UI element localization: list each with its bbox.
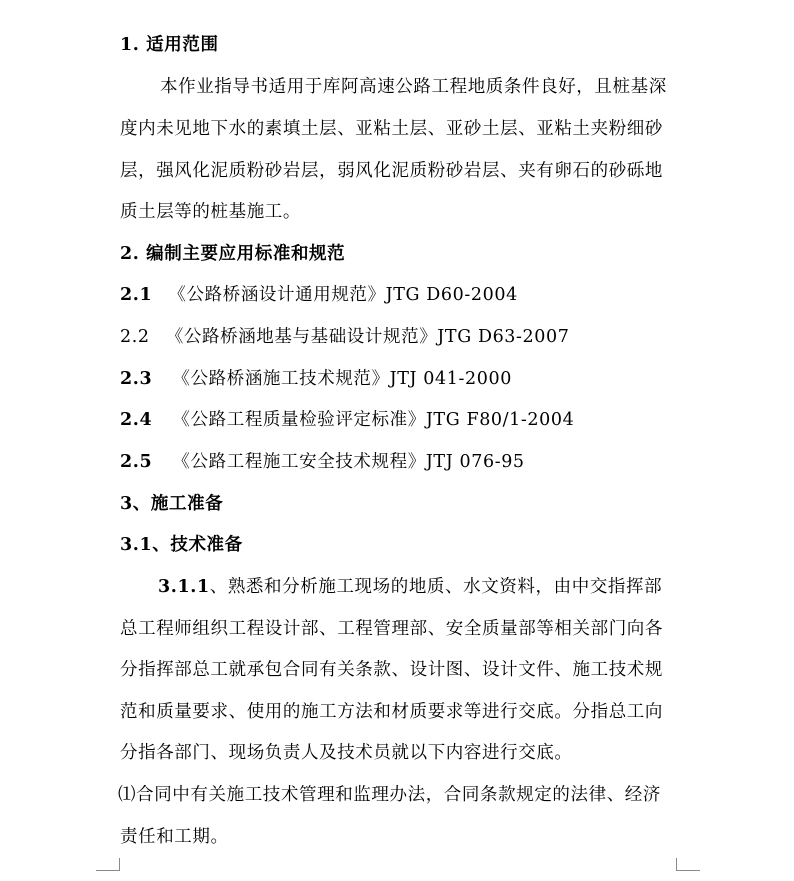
standard-item [120,450,525,474]
standard-item [120,408,574,432]
standard-item [120,367,512,391]
clause-text: 、熟悉和分析施工现场的地质、水文资料，由中交指挥部 [209,577,663,597]
standard-item-number: 2.3 [120,369,153,389]
standard-item-number: 2.4 [120,410,153,430]
standard-item-text: 《公路工程施工安全技术规程》JTJ 076-95 [172,452,525,472]
crop-mark-left-vertical [119,858,120,871]
crop-mark-right [676,870,700,871]
crop-mark-right-vertical [676,858,677,871]
section-3-1-1-line: 分指各部门、现场负责人及技术员就以下内容进行交底。 [120,743,573,763]
section-3-1-1-line: 范和质量要求、使用的施工方法和材质要求等进行交底。分指总工向 [120,702,663,722]
section-3-1-1-line: 总工程师组织工程设计部、工程管理部、安全质量部等相关部门向各 [120,619,663,639]
crop-mark-left [96,870,120,871]
standard-item-number: 2.5 [120,452,153,472]
section-3-heading: 3、施工准备 [120,494,224,514]
section-1-paragraph-line: 层，强风化泥质粉砂岩层，弱风化泥质粉砂岩层、夹有卵石的砂砾地 [120,161,663,181]
standard-item-text: 《公路工程质量检验评定标准》JTG F80/1-2004 [172,410,575,430]
standard-item-text: 《公路桥涵地基与基础设计规范》JTG D63-2007 [165,327,570,347]
clause-number: 3.1.1 [158,577,210,597]
section-1-paragraph-line: 度内未见地下水的素填土层、亚粘土层、亚砂土层、亚粘土夹粉细砂 [120,119,663,139]
section-3-1-1-first-line [158,575,662,599]
section-1-heading: 1. 适用范围 [120,35,219,55]
section-3-1-1-line: 分指挥部总工就承包合同有关条款、设计图、设计文件、施工技术规 [120,660,663,680]
section-1-paragraph-line: 质土层等的桩基施工。 [120,202,301,222]
standard-item-text: 《公路桥涵施工技术规范》JTJ 041-2000 [172,369,512,389]
section-2-heading: 2. 编制主要应用标准和规范 [120,244,346,264]
standard-item [120,283,518,307]
list-item-1-line: 责任和工期。 [120,827,229,847]
list-item-1-line: ⑴合同中有关施工技术管理和监理办法，合同条款规定的法律、经济 [118,785,661,805]
section-1-paragraph-line: 本作业指导书适用于库阿高速公路工程地质条件良好，且桩基深 [160,77,667,97]
standard-item-text: 《公路桥涵设计通用规范》JTG D60-2004 [168,285,518,305]
standard-item-number: 2.2 [120,327,150,347]
section-3-1-heading: 3.1、技术准备 [120,535,243,555]
standard-item [120,325,570,349]
standard-item-number: 2.1 [120,285,153,305]
